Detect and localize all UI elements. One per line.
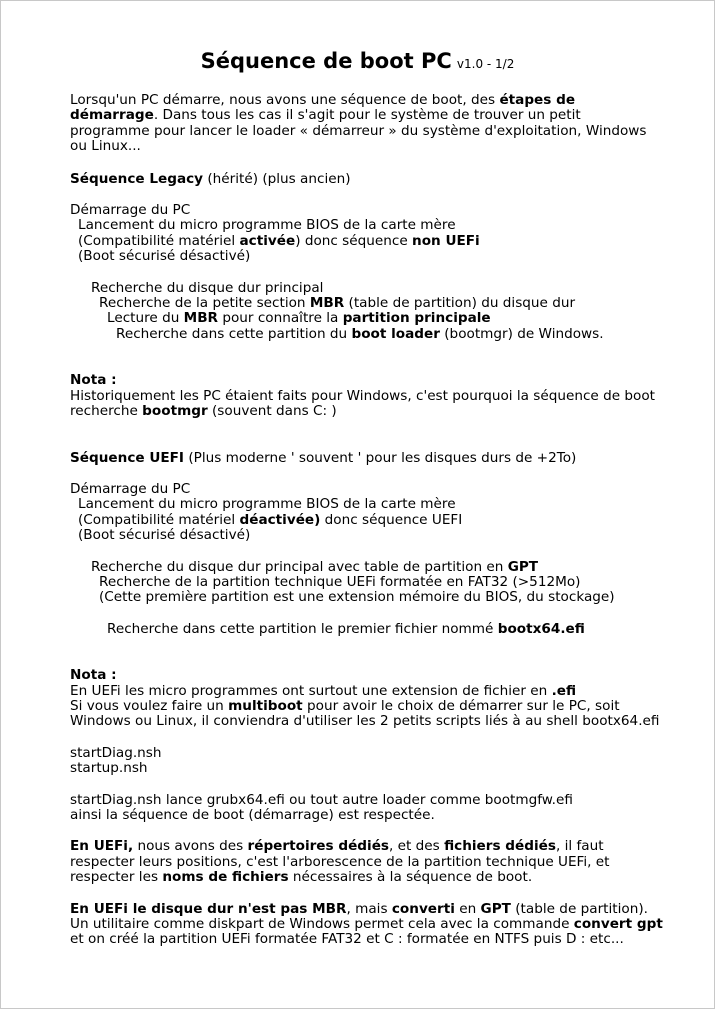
script-file-startdiag: startDiag.nsh [70,744,162,761]
uefi-gpt-line-2: Un utilitaire comme diskpart de Windows permet cela avec la commande convert gpt [70,916,663,933]
uefi-step-3: (Cette première partition est une extension mémoire du BIOS, du stockage) [99,589,615,606]
uefi-bios-line: Lancement du micro programme BIOS de la carte mère [78,496,456,513]
uefi-dirs-line-1: En UEFi, nous avons des répertoires dédiés, et des fichiers dédiés, il faut [70,838,604,855]
legacy-steps-block [70,281,655,343]
intro-paragraph: Lorsqu'un PC démarre, nous avons une séquence de boot, des étapes de démarrage. Dans tous les cas il s'agit pour le système de trouver un petit programme pour lancer le loader « démarreur » du système d'exploitation, Windows ou Linux... [70,92,647,155]
legacy-boot-block [70,203,655,265]
legacy-secure-line: (Boot sécurisé désactivé) [78,248,251,265]
uefi-gpt-paragraph [70,900,663,948]
uefi-steps-block [70,560,655,638]
nota-2-line-3: Windows ou Linux, il conviendra d'utiliser les 2 petits scripts liés à au shell bootx64.efi [70,713,660,730]
script-file-startup: startup.nsh [70,760,148,777]
legacy-bios-line: Lancement du micro programme BIOS de la carte mère [78,217,456,234]
legacy-step-3: Lecture du MBR pour connaître la partition principale [107,310,491,327]
nota-1 [70,373,655,419]
uefi-step-1: Recherche du disque dur principal avec table de partition en GPT [91,558,539,575]
startdiag-line-1: startDiag.nsh lance grubx64.efi ou tout autre loader comme bootmgfw.efi [70,791,573,808]
startdiag-paragraph [70,793,655,824]
legacy-boot-line: Démarrage du PC [70,202,191,219]
title-text: Séquence de boot PC [200,49,452,73]
startdiag-line-2: ainsi la séquence de boot (démarrage) est respectée. [70,807,435,823]
uefi-step-2: Recherche de la partition technique UEFi formatée en FAT32 (>512Mo) [99,573,581,590]
uefi-step-4: Recherche dans cette partition le premier fichier nommé bootx64.efi [107,620,585,637]
nota-2-line-2: Si vous voulez faire un multiboot pour avoir le choix de démarrer sur le PC, soit [70,697,620,714]
nota-1-label: Nota : [70,372,117,389]
legacy-step-2: Recherche de la petite section MBR (table de partition) du disque dur [99,295,576,312]
uefi-gpt-line-3: et on créé la partition UEFi formatée FAT32 et C : formatée en NTFS puis D : etc... [70,931,624,948]
nota-2-line-1: En UEFi les micro programmes ont surtout une extension de fichier en .efi [70,682,577,699]
document-body [70,92,663,948]
uefi-boot-line: Démarrage du PC [70,480,191,497]
uefi-boot-block [70,482,655,544]
legacy-step-1: Recherche du disque dur principal [91,279,324,296]
legacy-heading: Séquence Legacy (hérité) (plus ancien) [70,170,351,187]
nota-1-line-1: Historiquement les PC étaient faits pour Windows, c'est pourquoi la séquence de boot [70,387,656,404]
uefi-dirs-line-3: respecter les noms de fichiers nécessaires à la séquence de boot. [70,869,533,886]
script-files [70,746,655,777]
uefi-heading: Séquence UEFI (Plus moderne ' souvent ' pour les disques durs de +2To) [70,449,577,466]
legacy-compat-line: (Compatibilité matériel activée) donc séquence non UEFi [78,232,480,249]
page-title [1,49,714,73]
uefi-directories-paragraph [70,839,655,885]
uefi-compat-line: (Compatibilité matériel déactivée) donc séquence UEFI [78,511,463,528]
uefi-secure-line: (Boot sécurisé désactivé) [78,527,251,544]
nota-2 [70,667,660,730]
nota-2-label: Nota : [70,667,117,684]
nota-1-line-2: recherche bootmgr (souvent dans C: ) [70,403,337,420]
uefi-gpt-line-1: En UEFi le disque dur n'est pas MBR, mais converti en GPT (table de partition). [70,900,648,917]
legacy-step-4: Recherche dans cette partition du boot loader (bootmgr) de Windows. [116,325,604,342]
version-label: v1.0 - 1/2 [456,57,515,71]
uefi-dirs-line-2: respecter leurs positions, c'est l'arborescence de la partition technique UEFi, et [70,853,610,870]
